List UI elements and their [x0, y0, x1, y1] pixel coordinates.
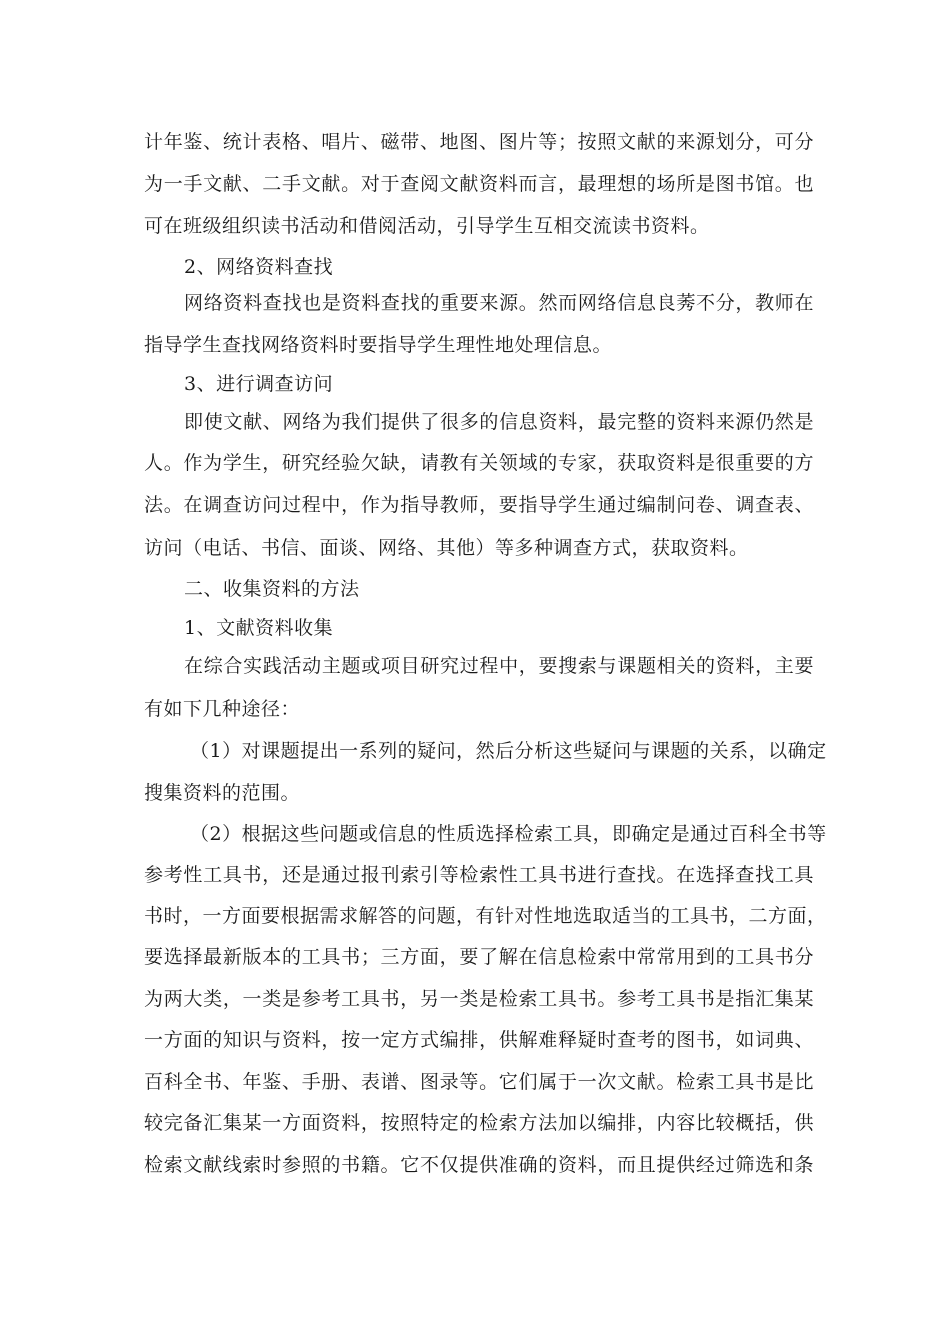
body-text-line: 访问（电话、书信、面谈、网络、其他）等多种调查方式，获取资料。 [144, 537, 749, 559]
section-heading: 1、文献资料收集 [184, 617, 334, 639]
body-text-line: 在综合实践活动主题或项目研究过程中，要搜索与课题相关的资料，主要 [184, 655, 814, 677]
body-text-line: 即使文献、网络为我们提供了很多的信息资料，最完整的资料来源仍然是 [184, 411, 814, 433]
list-item-line: 搜集资料的范围。 [144, 782, 301, 804]
section-heading: 2、网络资料查找 [184, 256, 334, 278]
list-item-line: 参考性工具书，还是通过报刊索引等检索性工具书进行查找。在选择查找工具 [144, 864, 814, 886]
chapter-heading: 二、收集资料的方法 [184, 578, 360, 600]
list-item-line: 为两大类，一类是参考工具书，另一类是检索工具书。参考工具书是指汇集某 [144, 988, 814, 1010]
list-item-line: 检索文献线索时参照的书籍。它不仅提供准确的资料，而且提供经过筛选和条 [144, 1154, 814, 1176]
list-item-line: 较完备汇集某一方面资料，按照特定的检索方法加以编排，内容比较概括，供 [144, 1112, 814, 1134]
section-heading: 3、进行调查访问 [184, 373, 334, 395]
body-text-line: 有如下几种途径： [144, 698, 301, 720]
body-text-line: 指导学生查找网络资料时要指导学生理性地处理信息。 [144, 334, 613, 356]
list-item-line: （2）根据这些问题或信息的性质选择检索工具，即确定是通过百科全书等 [190, 823, 827, 845]
list-item-line: 要选择最新版本的工具书；三方面，要了解在信息检索中常常用到的工具书分 [144, 946, 814, 968]
body-text-line: 为一手文献、二手文献。对于查阅文献资料而言，最理想的场所是图书馆。也 [144, 173, 814, 195]
body-text-line: 可在班级组织读书活动和借阅活动，引导学生互相交流读书资料。 [144, 215, 710, 237]
list-item-line: 书时，一方面要根据需求解答的问题，有针对性地选取适当的工具书，二方面， [144, 905, 827, 927]
body-text-line: 人。作为学生，研究经验欠缺，请教有关领域的专家，获取资料是很重要的方 [144, 452, 814, 474]
body-text-line: 计年鉴、统计表格、唱片、磁带、地图、图片等；按照文献的来源划分，可分 [144, 131, 814, 153]
body-text-line: 法。在调查访问过程中，作为指导教师，要指导学生通过编制问卷、调查表、 [144, 494, 814, 516]
body-text-line: 网络资料查找也是资料查找的重要来源。然而网络信息良莠不分，教师在 [184, 292, 814, 314]
list-item-line: 百科全书、年鉴、手册、表谱、图录等。它们属于一次文献。检索工具书是比 [144, 1071, 814, 1093]
list-item-line: 一方面的知识与资料，按一定方式编排，供解难释疑时查考的图书，如词典、 [144, 1029, 814, 1051]
list-item-line: （1）对课题提出一系列的疑问，然后分析这些疑问与课题的关系，以确定 [190, 740, 827, 762]
